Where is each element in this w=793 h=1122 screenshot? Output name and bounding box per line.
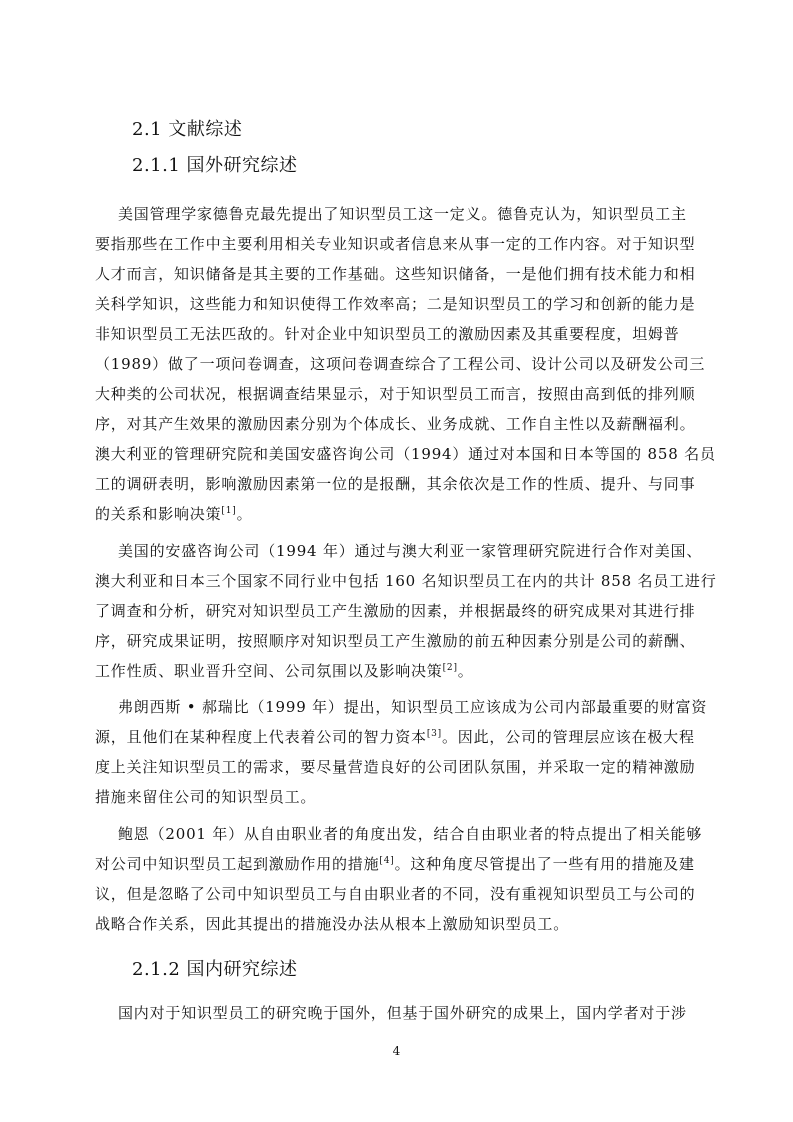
paragraph-line: 对公司中知识型员工起到激励作用的措施[4]。这种角度尽管提出了一些有用的措施及建 (95, 855, 695, 873)
paragraph-line: 工的调研表明，影响激励因素第一位的是报酬，其余依次是工作的性质、提升、与同事 (95, 475, 696, 493)
paragraph-line: 大种类的公司状况，根据调查结果显示，对于知识型员工而言，按照由高到低的排列顺 (95, 385, 696, 403)
paragraph-line: 要指那些在工作中主要利用相关专业知识或者信息来从事一定的工作内容。对于知识型 (95, 235, 696, 253)
paragraph-line: 澳大利亚和日本三个国家不同行业中包括 160 名知识型员工在内的共计 858 名员工进行 (95, 572, 717, 590)
paragraph-line: 议，但是忽略了公司中知识型员工与自由职业者的不同，没有重视知识型员工与公司的 (95, 885, 696, 903)
section-heading: 2.1 文献综述 (132, 119, 243, 140)
paragraph-line: 的关系和影响决策[1]。 (95, 505, 253, 523)
paragraph-line: 鲍恩（2001 年）从自由职业者的角度出发，结合自由职业者的特点提出了相关能够 (118, 825, 703, 843)
citation-marker: [4] (379, 856, 395, 866)
paragraph-line: 了调查和分析，研究对知识型员工产生激励的因素，并根据最终的研究成果对其进行排 (95, 602, 696, 620)
citation-marker: [1] (221, 506, 237, 516)
subsection-heading-foreign: 2.1.1 国外研究综述 (132, 155, 298, 176)
paragraph-line: 美国管理学家德鲁克最先提出了知识型员工这一定义。德鲁克认为，知识型员工主 (118, 205, 687, 223)
citation-marker: [2] (442, 663, 458, 673)
paragraph-line: 弗朗西斯 • 郝瑞比（1999 年）提出，知识型员工应该成为公司内部最重要的财富资 (118, 698, 708, 716)
paragraph-line: 措施来留住公司的知识型员工。 (95, 788, 317, 806)
paragraph-line: 非知识型员工无法匹敌的。针对企业中知识型员工的激励因素及其重要程度，坦姆普 (95, 325, 680, 343)
citation-marker: [3] (426, 729, 442, 739)
paragraph-line: 序，对其产生效果的激励因素分别为个体成长、业务成就、工作自主性以及薪酬福利。 (95, 415, 696, 433)
paragraph-line: 源，且他们在某种程度上代表着公司的智力资本[3]。因此，公司的管理层应该在极大程 (95, 728, 695, 746)
subsection-heading-domestic: 2.1.2 国内研究综述 (132, 959, 298, 980)
paragraph-line: 国内对于知识型员工的研究晚于国外，但基于国外研究的成果上，国内学者对于涉 (118, 1004, 687, 1022)
paragraph-line: 关科学知识，这些能力和知识使得工作效率高；二是知识型员工的学习和创新的能力是 (95, 295, 696, 313)
paragraph-line: （1989）做了一项问卷调查，这项问卷调查综合了工程公司、设计公司以及研发公司三 (95, 355, 706, 373)
paragraph-line: 序，研究成果证明，按照顺序对知识型员工产生激励的前五种因素分别是公司的薪酬、 (95, 632, 696, 650)
paragraph-line: 澳大利亚的管理研究院和美国安盛咨询公司（1994）通过对本国和日本等国的 858 名员 (95, 445, 716, 463)
paragraph-line: 工作性质、职业晋升空间、公司氛围以及影响决策[2]。 (95, 662, 474, 680)
paragraph-line: 战略合作关系，因此其提出的措施没办法从根本上激励知识型员工。 (95, 915, 570, 933)
paragraph-line: 美国的安盛咨询公司（1994 年）通过与澳大利亚一家管理研究院进行合作对美国、 (118, 542, 703, 560)
paragraph-line: 人才而言，知识储备是其主要的工作基础。这些知识储备，一是他们拥有技术能力和相 (95, 265, 696, 283)
page-number: 4 (392, 1044, 401, 1058)
paragraph-line: 度上关注知识型员工的需求，要尽量营造良好的公司团队氛围，并采取一定的精神激励 (95, 758, 696, 776)
